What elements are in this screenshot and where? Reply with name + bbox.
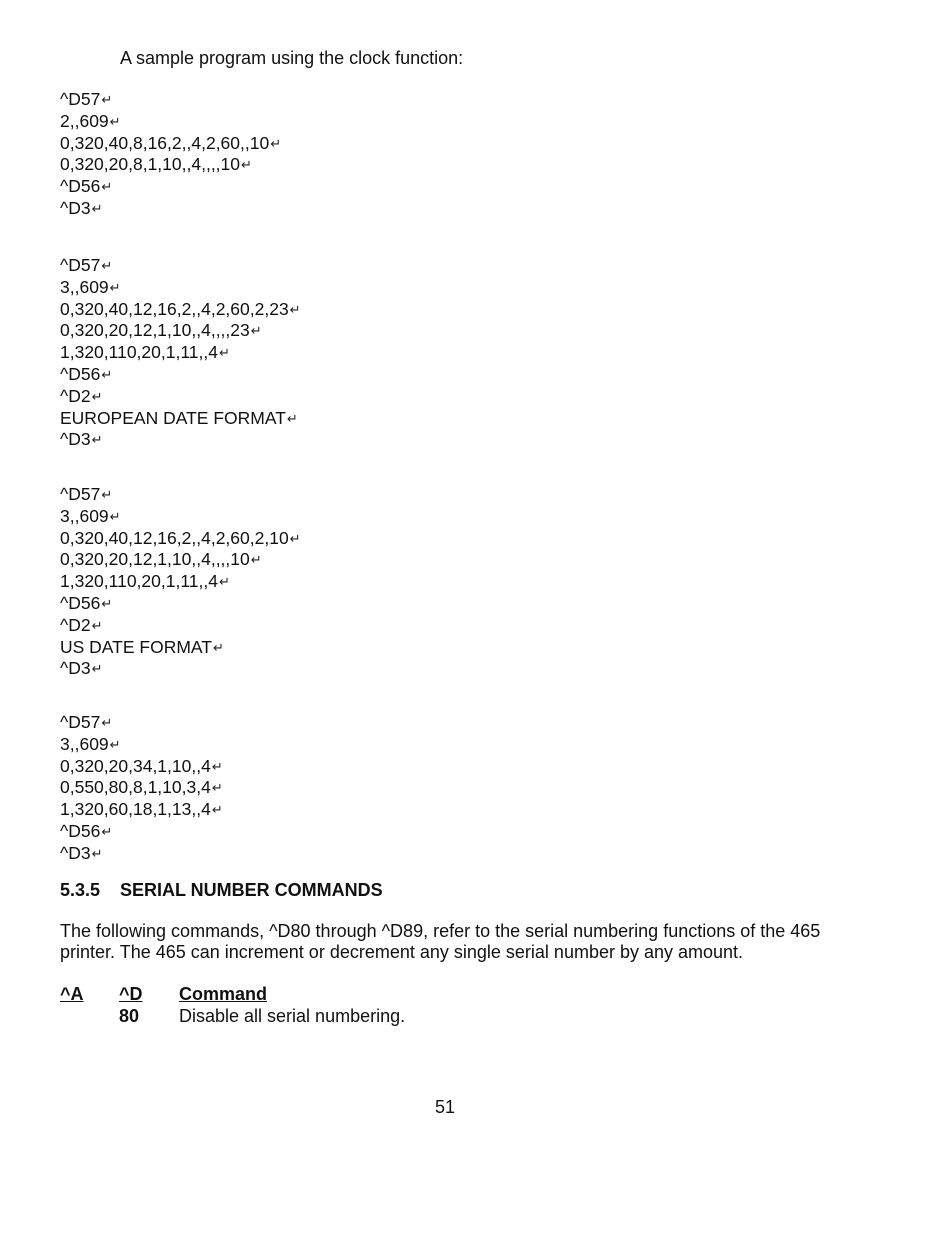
code-line: ^D3↵: [60, 197, 103, 218]
code-line: ^D57↵: [60, 255, 113, 275]
header-d: ^D: [119, 984, 143, 1004]
header-command: Command: [179, 984, 268, 1004]
code-line: 0,320,20,34,1,10,,4↵: [60, 755, 223, 776]
code-line: ^D2↵: [60, 385, 103, 406]
command-table: [60, 983, 405, 1027]
code-line: 1,320,110,20,1,11,,4↵: [60, 571, 230, 592]
return-icon: ↵: [286, 410, 298, 426]
return-icon: ↵: [91, 617, 103, 633]
return-icon: ↵: [91, 388, 103, 404]
return-icon: ↵: [101, 823, 113, 839]
return-icon: ↵: [109, 736, 121, 752]
page-number: 51: [434, 1097, 456, 1117]
body-paragraph: The following commands, ^D80 through ^D89, refer to the serial numbering functions of the 465 printer. The 465 can increment or decrement any single serial number by any amount.: [60, 921, 821, 962]
code-line: 3,,609↵: [60, 733, 121, 754]
return-icon: ↵: [250, 323, 262, 339]
code-line: ^D56↵: [60, 592, 113, 613]
return-icon: ↵: [101, 179, 113, 195]
return-icon: ↵: [91, 432, 103, 448]
return-icon: ↵: [270, 135, 282, 151]
code-line: ^D57↵: [60, 484, 113, 504]
code-line: 2,,609↵: [60, 110, 121, 131]
return-icon: ↵: [218, 345, 230, 361]
return-icon: ↵: [109, 279, 121, 295]
code-line: 1,320,60,18,1,13,,4↵: [60, 799, 223, 820]
return-icon: ↵: [241, 157, 252, 173]
code-block-4: [60, 712, 223, 865]
code-line: EUROPEAN DATE FORMAT↵: [60, 407, 298, 428]
code-line: ^D2↵: [60, 614, 103, 635]
table-row: [60, 1005, 405, 1027]
code-block-2: [60, 255, 301, 451]
code-line: ^D56↵: [60, 176, 113, 197]
code-line: 0,320,20,12,1,10,,4,,,,23↵: [60, 320, 262, 341]
return-icon: ↵: [289, 530, 301, 546]
code-line: 0,320,40,12,16,2,,4,2,60,2,23↵: [60, 298, 301, 319]
code-line: 0,550,80,8,1,10,3,4↵: [60, 777, 223, 798]
code-line: ^D3↵: [60, 842, 103, 863]
code-line: 0,320,40,12,16,2,,4,2,60,2,10↵: [60, 527, 301, 548]
code-block-3: [60, 484, 301, 680]
cell-d: 80: [119, 1006, 140, 1026]
return-icon: ↵: [101, 595, 113, 611]
return-icon: ↵: [250, 552, 262, 568]
return-icon: ↵: [101, 92, 113, 107]
code-line: ^D3↵: [60, 658, 103, 679]
header-a: ^A: [60, 984, 84, 1004]
return-icon: ↵: [91, 200, 103, 216]
code-line: 0,320,40,8,16,2,,4,2,60,,10↵: [60, 132, 282, 153]
section-heading: [60, 879, 383, 901]
return-icon: ↵: [213, 639, 224, 655]
section-title: SERIAL NUMBER COMMANDS: [120, 880, 383, 900]
code-block-1: [60, 89, 281, 220]
code-line: ^D57↵: [60, 712, 113, 732]
code-line: 3,,609↵: [60, 276, 121, 297]
section-number: 5.3.5: [60, 880, 101, 900]
return-icon: ↵: [109, 113, 121, 129]
code-line: 0,320,20,8,1,10,,4,,,,10↵: [60, 154, 252, 175]
code-line: ^D57↵: [60, 89, 113, 109]
return-icon: ↵: [211, 758, 223, 774]
return-icon: ↵: [109, 508, 121, 524]
code-line: 1,320,110,20,1,11,,4↵: [60, 342, 230, 363]
code-line: ^D3↵: [60, 429, 103, 450]
return-icon: ↵: [211, 802, 223, 818]
cell-a: [60, 1005, 119, 1027]
code-line: ^D56↵: [60, 820, 113, 841]
command-table-header: [60, 983, 405, 1005]
return-icon: ↵: [91, 845, 103, 861]
return-icon: ↵: [101, 715, 113, 730]
code-line: ^D56↵: [60, 363, 113, 384]
intro-text: A sample program using the clock function:: [120, 48, 464, 68]
return-icon: ↵: [101, 258, 113, 273]
code-line: 3,,609↵: [60, 505, 121, 526]
return-icon: ↵: [101, 487, 113, 502]
code-line: 0,320,20,12,1,10,,4,,,,10↵: [60, 549, 262, 570]
return-icon: ↵: [91, 661, 103, 677]
code-line: US DATE FORMAT↵: [60, 636, 224, 657]
return-icon: ↵: [211, 780, 223, 796]
return-icon: ↵: [218, 574, 230, 590]
cell-command: Disable all serial numbering.: [179, 1006, 406, 1026]
return-icon: ↵: [101, 366, 113, 382]
return-icon: ↵: [289, 301, 301, 317]
